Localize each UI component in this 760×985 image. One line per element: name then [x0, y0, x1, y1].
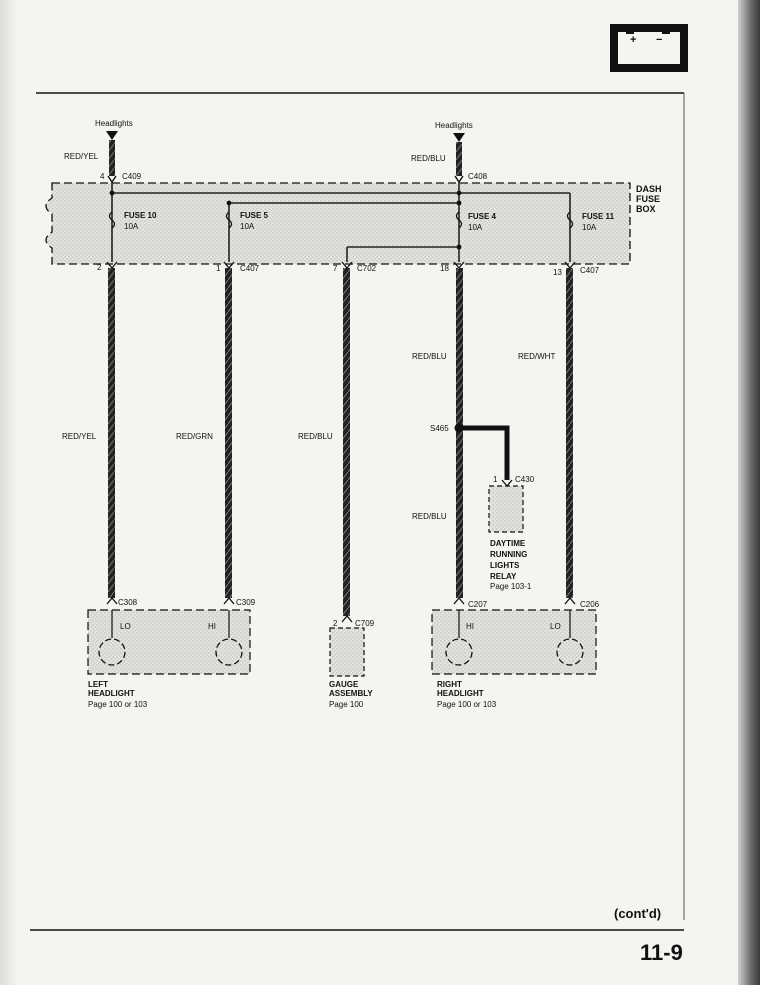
wire-red-yel	[108, 268, 115, 598]
source-wire-left: RED/YEL	[64, 152, 99, 161]
right-headlight	[432, 598, 596, 674]
wire-red-blu-right	[456, 268, 463, 598]
right-headlight-page: Page 100 or 103	[437, 700, 497, 709]
relay-box	[489, 486, 523, 532]
battery-plus: +	[630, 34, 637, 46]
connector-c430: C430	[515, 475, 535, 484]
connector-c407-right: C407	[580, 266, 600, 275]
gauge-pin: 2	[333, 619, 338, 628]
splice-s465	[455, 424, 464, 433]
connector-c207: C207	[468, 600, 488, 609]
source-pin-left: 4	[100, 172, 105, 181]
relay-page: Page 103-1	[490, 582, 532, 591]
wire-red-wht	[566, 268, 573, 598]
source-label-right: Headlights	[435, 121, 473, 130]
relay-label: DAYTIME RUNNING LIGHTS RELAY	[490, 539, 528, 581]
fuse-4-name: FUSE 4	[468, 212, 497, 221]
wire-label-red-blu-upper: RED/BLU	[412, 352, 447, 361]
battery-minus: −	[656, 34, 663, 46]
fuse-10-rating: 10A	[124, 222, 139, 231]
fuse-11-name: FUSE 11	[582, 212, 615, 221]
wire-label-red-grn: RED/GRN	[176, 432, 213, 441]
page-number: 11-9	[640, 940, 683, 965]
left-lo-label: LO	[120, 622, 131, 631]
right-lo-label: LO	[550, 622, 561, 631]
source-arrow-right	[453, 133, 465, 182]
connector-c206: C206	[580, 600, 600, 609]
connector-c309: C309	[236, 598, 256, 607]
connector-c409: C409	[122, 172, 142, 181]
fuse-11-rating: 10A	[582, 223, 597, 232]
connector-c709: C709	[355, 619, 375, 628]
gauge-label: GAUGE ASSEMBLY	[329, 680, 373, 698]
wire-red-blu-gauge	[343, 268, 350, 616]
gauge-page: Page 100	[329, 700, 364, 709]
relay-pin: 1	[493, 475, 498, 484]
right-headlight-label: RIGHT HEADLIGHT	[437, 680, 484, 698]
right-hi-label: HI	[466, 622, 474, 631]
fuse-5-name: FUSE 5	[240, 211, 269, 220]
left-headlight-label: LEFT HEADLIGHT	[88, 680, 135, 698]
wire-label-red-wht: RED/WHT	[518, 352, 556, 361]
connector-c702: C702	[357, 264, 377, 273]
fuse-10-name: FUSE 10	[124, 211, 157, 220]
relay-branch-wire	[463, 428, 507, 480]
wire-label-red-blu-gauge: RED/BLU	[298, 432, 333, 441]
connector-c408: C408	[468, 172, 488, 181]
pin-7: 7	[333, 264, 338, 273]
connector-c308: C308	[118, 598, 138, 607]
pin-13: 13	[553, 268, 562, 277]
splice-label: S465	[430, 424, 449, 433]
pin-18: 18	[440, 264, 449, 273]
dash-fuse-box-label: DASH FUSE BOX	[636, 184, 662, 214]
wire-label-red-yel: RED/YEL	[62, 432, 97, 441]
left-headlight	[88, 598, 250, 674]
source-wire-right: RED/BLU	[411, 154, 446, 163]
pin-1: 1	[216, 264, 221, 273]
fuse-5-rating: 10A	[240, 222, 255, 231]
left-headlight-page: Page 100 or 103	[88, 700, 148, 709]
source-label-left: Headlights	[95, 119, 133, 128]
connector-c407-left: C407	[240, 264, 260, 273]
source-arrow-left	[106, 131, 118, 182]
fuse-4-rating: 10A	[468, 223, 483, 232]
left-hi-label: HI	[208, 622, 216, 631]
pin-2: 2	[97, 263, 102, 272]
continued-label: (cont'd)	[614, 906, 662, 921]
wire-label-red-blu-lower: RED/BLU	[412, 512, 447, 521]
wire-red-grn	[225, 268, 232, 598]
